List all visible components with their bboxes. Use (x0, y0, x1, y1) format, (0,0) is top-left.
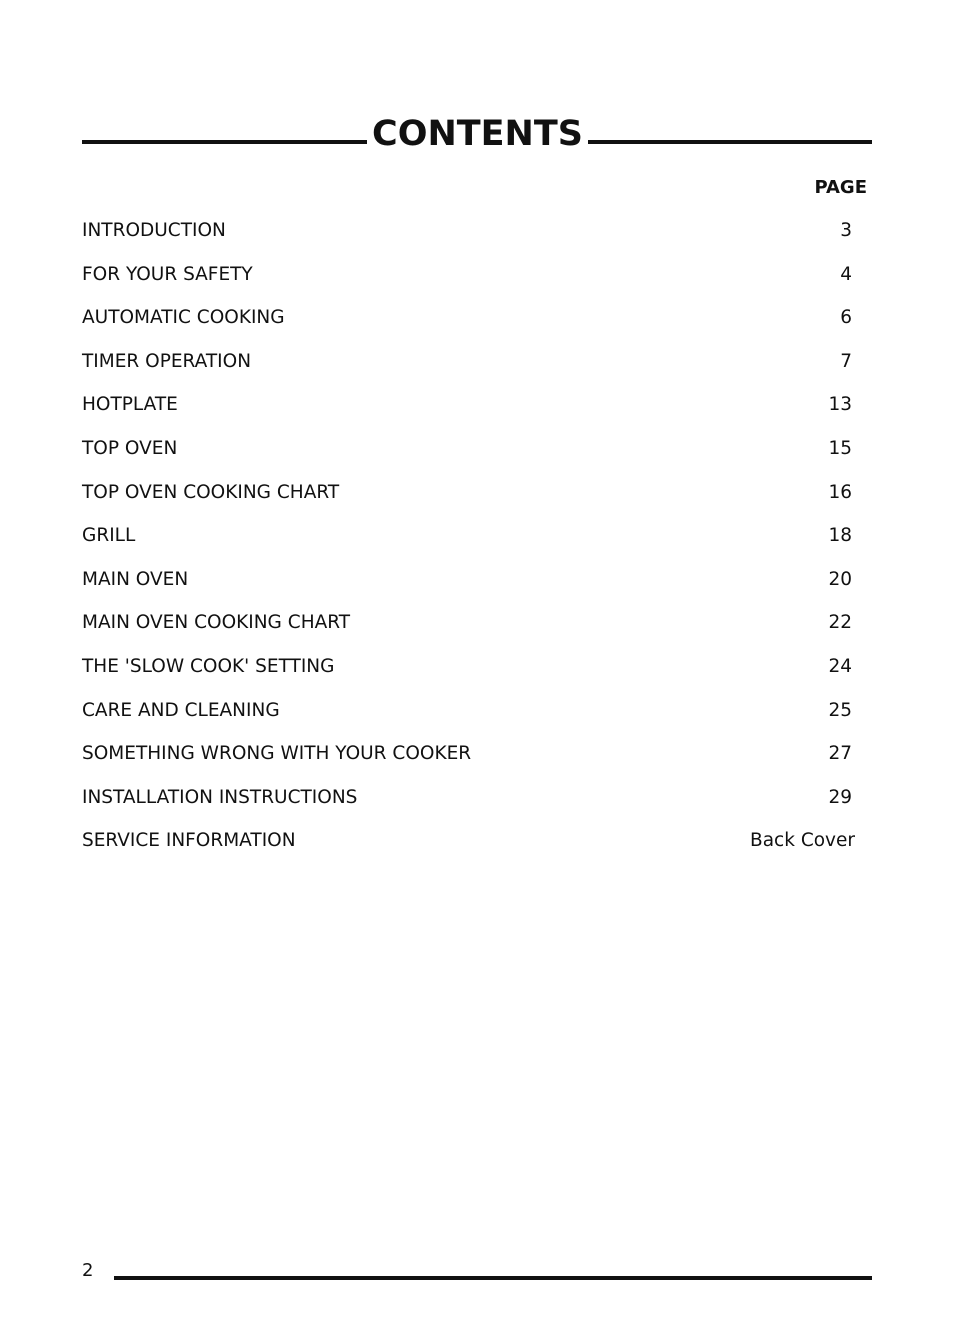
toc-entry-page: 22 (828, 612, 852, 634)
toc-entry-label: SOMETHING WRONG WITH YOUR COOKER (82, 743, 472, 765)
toc-entry-label: CARE AND CLEANING (82, 699, 280, 721)
page-title: CONTENTS (372, 114, 583, 154)
toc-entry-top-oven[interactable] (82, 436, 855, 480)
toc-entry-page: 16 (828, 481, 852, 503)
title-rule-right (588, 140, 872, 144)
toc-entry-page: Back Cover (750, 830, 855, 852)
toc-entry-label: FOR YOUR SAFETY (82, 263, 253, 285)
toc-entry-label: TIMER OPERATION (82, 350, 252, 372)
toc-entry-label: AUTOMATIC COOKING (82, 307, 285, 329)
title-rule-left (82, 140, 367, 144)
toc-entry-page: 24 (828, 655, 852, 677)
toc-entry-top-oven-cooking-chart[interactable] (82, 480, 855, 524)
toc-entry-service-information[interactable] (82, 828, 855, 872)
toc-entry-grill[interactable] (82, 523, 855, 567)
toc-entry-page: 3 (840, 220, 852, 241)
page-number: 2 (82, 1260, 94, 1281)
toc-entry-label: MAIN OVEN (82, 568, 189, 590)
toc-entry-label: INSTALLATION INSTRUCTIONS (82, 786, 358, 808)
toc-entry-main-oven[interactable] (82, 567, 855, 611)
table-of-contents (82, 218, 855, 872)
toc-entry-care-and-cleaning[interactable] (82, 698, 855, 742)
toc-entry-page: 6 (840, 307, 852, 329)
toc-entry-page: 29 (828, 786, 852, 808)
toc-entry-slow-cook-setting[interactable] (82, 654, 855, 698)
toc-entry-installation-instructions[interactable] (82, 785, 855, 829)
footer-rule (114, 1276, 872, 1280)
toc-entry-label: TOP OVEN (82, 437, 178, 459)
toc-entry-hotplate[interactable] (82, 392, 855, 436)
toc-entry-page: 13 (828, 394, 852, 416)
toc-entry-label: GRILL (82, 525, 136, 547)
toc-entry-label: MAIN OVEN COOKING CHART (82, 612, 351, 634)
toc-entry-automatic-cooking[interactable] (82, 305, 855, 349)
toc-entry-page: 27 (828, 743, 852, 765)
page-column-header: PAGE (814, 177, 867, 198)
toc-entry-for-your-safety[interactable] (82, 262, 855, 306)
toc-entry-page: 20 (828, 568, 852, 590)
toc-entry-something-wrong[interactable] (82, 741, 855, 785)
toc-entry-introduction[interactable] (82, 218, 855, 262)
toc-entry-page: 15 (828, 437, 852, 459)
title-row (82, 112, 872, 160)
toc-entry-label: SERVICE INFORMATION (82, 830, 296, 852)
toc-entry-label: HOTPLATE (82, 394, 178, 416)
toc-entry-timer-operation[interactable] (82, 349, 855, 393)
toc-entry-label: INTRODUCTION (82, 220, 226, 241)
toc-entry-label: TOP OVEN COOKING CHART (82, 481, 340, 503)
toc-entry-page: 7 (840, 350, 852, 372)
toc-entry-page: 4 (840, 263, 852, 285)
toc-entry-page: 25 (828, 699, 852, 721)
toc-entry-page: 18 (828, 525, 852, 547)
toc-entry-label: THE 'SLOW COOK' SETTING (82, 655, 335, 677)
toc-entry-main-oven-cooking-chart[interactable] (82, 610, 855, 654)
